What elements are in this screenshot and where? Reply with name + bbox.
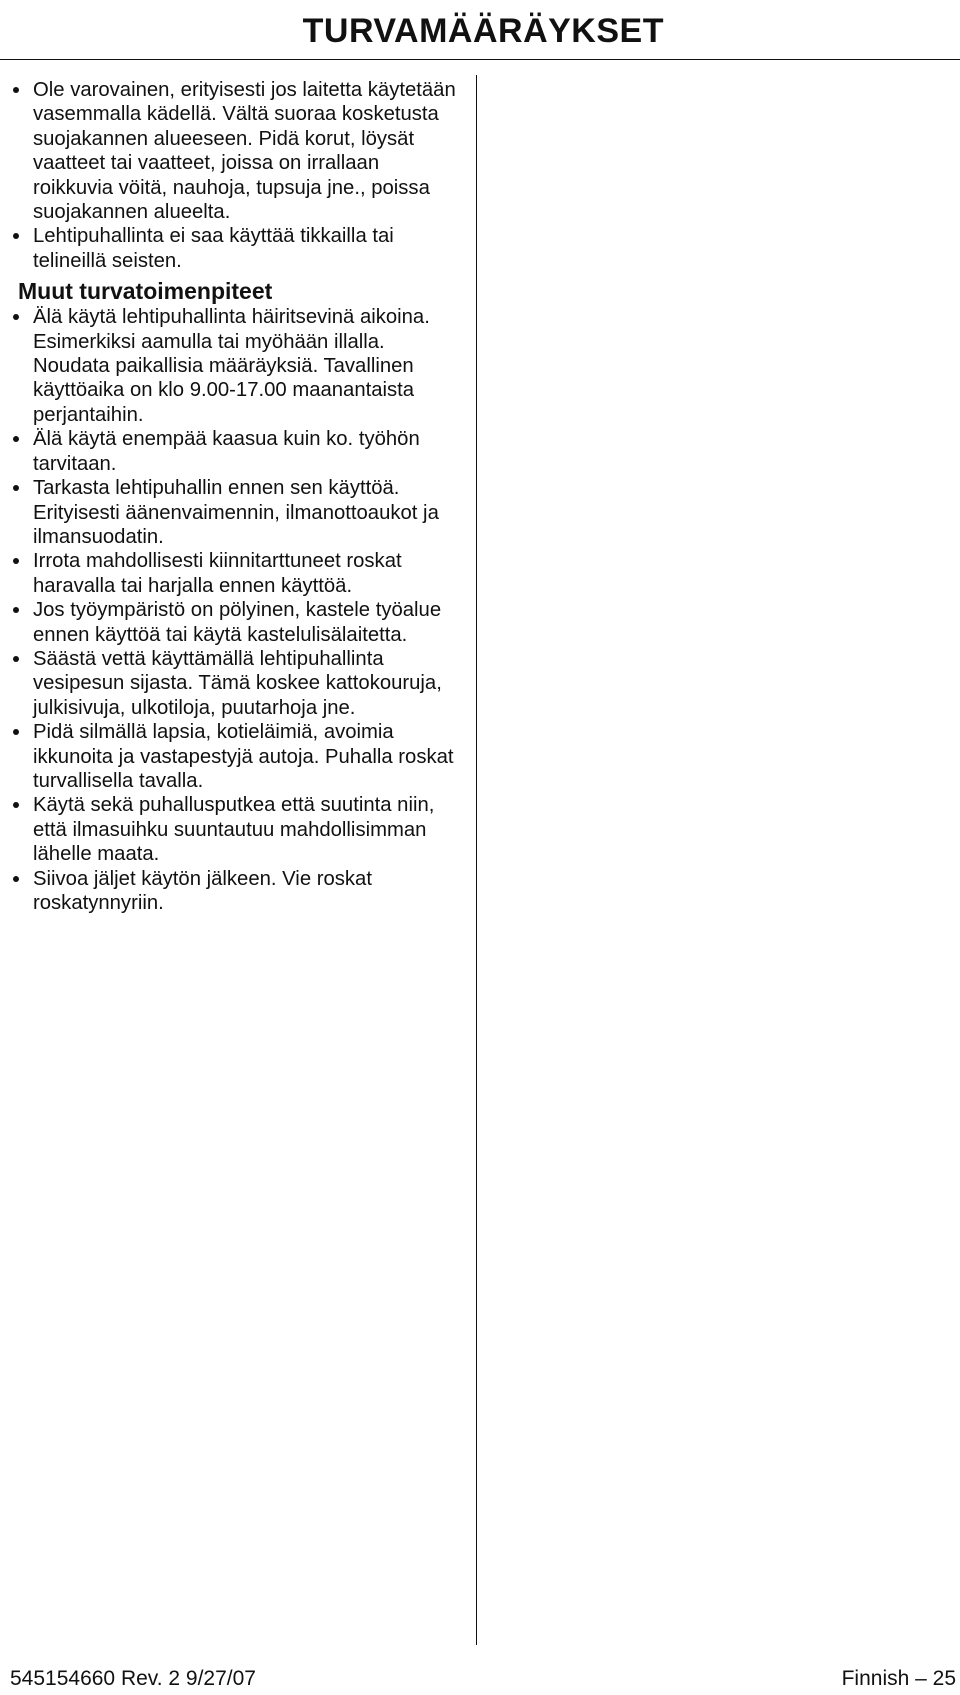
header-divider xyxy=(0,59,960,60)
column-divider xyxy=(476,75,477,1645)
list-item: Säästä vettä käyttämällä lehtipuhallinta vesipesun sijasta. Tämä koskee kattokouruja, julkisivuja, ulkotiloja, puutarhoja jne. xyxy=(12,647,462,720)
list-item: Siivoa jäljet käytön jälkeen. Vie roskat roskatynnyriin. xyxy=(12,867,462,916)
list-item: Lehtipuhallinta ei saa käyttää tikkailla tai telineillä seisten. xyxy=(12,224,462,273)
intro-bullet-list xyxy=(12,78,462,273)
list-item: Pidä silmällä lapsia, kotieläimiä, avoimia ikkunoita ja vastapestyjä autoja. Puhalla roskat turvallisella tavalla. xyxy=(12,720,462,793)
list-item: Käytä sekä puhallusputkea että suutinta niin, että ilmasuihku suuntautuu mahdollisimman lähelle maata. xyxy=(12,793,462,866)
list-item: Älä käytä enempää kaasua kuin ko. työhön tarvitaan. xyxy=(12,427,462,476)
left-column xyxy=(12,78,462,915)
list-item: Ole varovainen, erityisesti jos laitetta käytetään vasemmalla kädellä. Vältä suoraa kosketusta suojakannen alueeseen. Pidä korut, löysät vaatteet tai vaatteet, joissa on irrallaan roikkuvia vöitä, nauhoja, tupsuja jne., poissa suojakannen alueelta. xyxy=(12,78,462,224)
list-item: Jos työympäristö on pölyinen, kastele työalue ennen käyttöä tai käytä kastelulisälaitetta. xyxy=(12,598,462,647)
list-item: Älä käytä lehtipuhallinta häiritsevinä aikoina. Esimerkiksi aamulla tai myöhään illalla. Noudata paikallisia määräyksiä. Tavallinen käyttöaika on klo 9.00-17.00 maanantaista perjantaihin. xyxy=(12,305,462,427)
list-item: Irrota mahdollisesti kiinnitarttuneet roskat haravalla tai harjalla ennen käyttöä. xyxy=(12,549,462,598)
list-item: Tarkasta lehtipuhallin ennen sen käyttöä. Erityisesti äänenvaimennin, ilmanottoaukot ja ilmansuodatin. xyxy=(12,476,462,549)
safety-bullet-list xyxy=(12,305,462,915)
page-title: TURVAMÄÄRÄYKSET xyxy=(302,12,664,50)
section-heading: Muut turvatoimenpiteet xyxy=(18,278,273,305)
page-number: Finnish – 25 xyxy=(841,1667,956,1690)
document-revision: 545154660 Rev. 2 9/27/07 xyxy=(10,1667,256,1690)
